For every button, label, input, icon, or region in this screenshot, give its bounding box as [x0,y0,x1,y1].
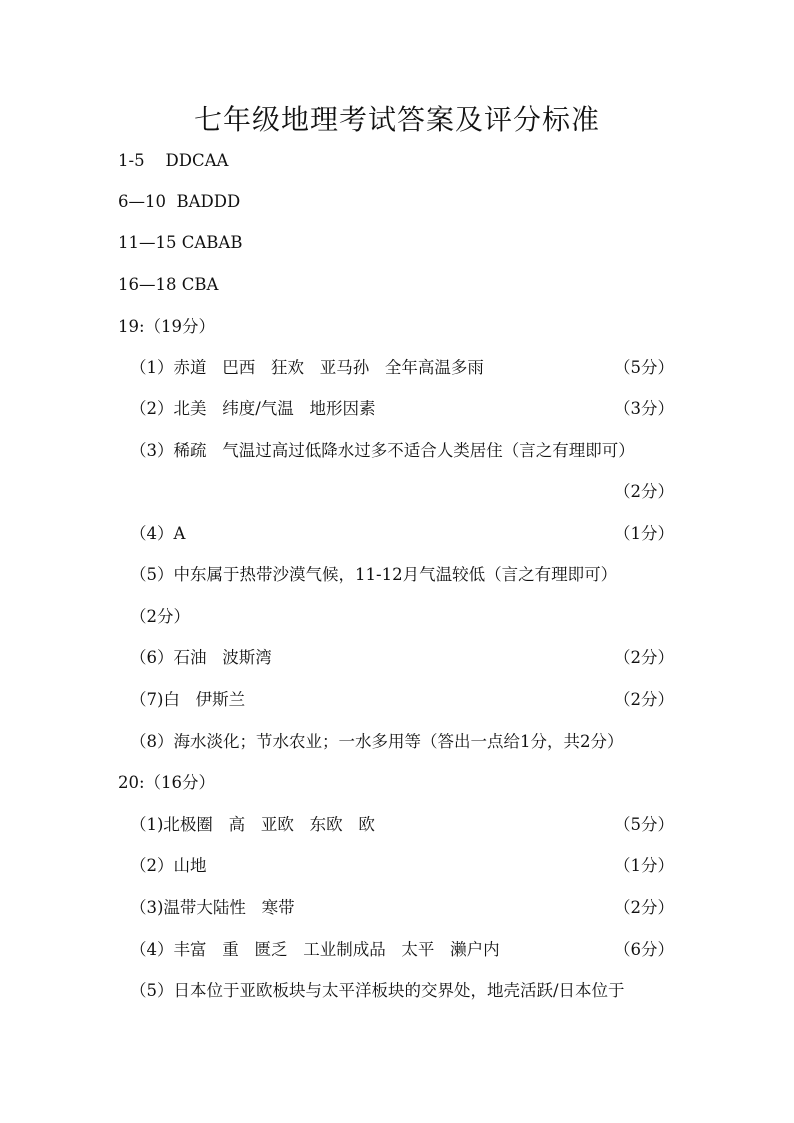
answer-line: （7)白 伊斯兰 [130,690,246,709]
answer-line: （6）石油 波斯湾 [130,648,272,667]
score-label: （5分） [614,815,674,834]
score-label: （2分） [614,648,674,667]
score-label: （6分） [614,940,674,959]
answer-line: 6—10 BADDD [118,192,241,211]
score-label: （2分） [614,898,674,917]
answer-line: （2）北美 纬度/气温 地形因素 [130,399,376,418]
answer-line: （8）海水淡化；节水农业；一水多用等（答出一点给1分，共2分） [130,732,624,751]
answer-line: （1)北极圈 高 亚欧 东欧 欧 [130,815,375,834]
score-label: （1分） [614,524,674,543]
answer-line: （3)温带大陆性 寒带 [130,898,295,917]
answer-line: （1）赤道 巴西 狂欢 亚马孙 全年高温多雨 [130,358,484,377]
answer-line: （4）A [130,524,186,543]
score-label: （2分） [614,482,674,501]
page-title: 七年级地理考试答案及评分标准 [193,103,600,136]
score-label: （5分） [614,358,674,377]
answer-line: （4）丰富 重 匮乏 工业制成品 太平 濑户内 [130,940,500,959]
section-heading: 19:（19分） [118,317,216,336]
score-label: （1分） [614,856,674,875]
score-label: （2分） [614,690,674,709]
answer-line: 16—18 CBA [118,275,219,294]
score-label: （3分） [614,399,674,418]
answer-line: 1-5 DDCAA [118,151,229,170]
answer-line: （3）稀疏 气温过高过低降水过多不适合人类居住（言之有理即可） [130,441,635,460]
answer-line: （5）中东属于热带沙漠气候，11-12月气温较低（言之有理即可） [130,565,618,584]
answer-line: （5）日本位于亚欧板块与太平洋板块的交界处，地壳活跃/日本位于 [130,981,625,1000]
answer-line: （2）山地 [130,856,207,875]
answer-line: 11—15 CABAB [118,233,243,252]
score-label: （2分） [130,607,190,626]
section-heading: 20:（16分） [118,773,216,792]
